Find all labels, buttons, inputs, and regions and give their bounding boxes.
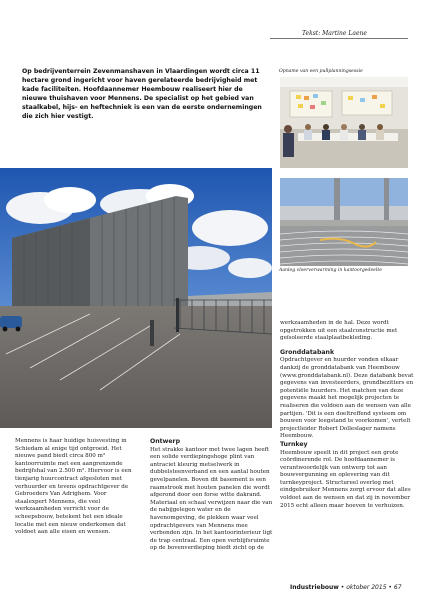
column3-intro: werkzaamheden in de hal. Deze wordt opgetrokken uit een staalconstructie met geïsoleerde staalplaatbekleding. bbox=[280, 320, 398, 342]
body-column-1 bbox=[15, 438, 133, 537]
body-column-3 bbox=[280, 320, 414, 510]
lead-paragraph: Op bedrijventerrein Zevenmanshaven in Vlaardingen wordt circa 11 hectare grond ingericht voor haven gerelateerde bedrijvigheid met kade faciliteiten. Hoofdaannemer Heembouw realiseert hier de nieuwe thuishaven voor Mennens. De specialist op het gebied van staalkabel, hijs- en heftechniek is een van de eerste ondernemingen die zich hier vestigt. bbox=[22, 68, 262, 120]
body-column-2 bbox=[150, 438, 274, 553]
caption-construction-photo: Aanleg vloerverwarming in kantoorgedeelte bbox=[279, 268, 382, 273]
column1-text: Mennens is haar huidige huisvesting in Schiedam al enige tijd ontgroeid. Het nieuwe pand biedt circa 800 m² kantoorruimte met een aangrenzende bedrijfshal van 2.500 m². Hiervoor is een tienjarig huurcontract afgesloten met verhuurder en tevens opdrachtgever de Gebroeders Van Adrighem. Voor staalexpert Mennens, die veel werkzaamheden verricht voor de scheepsbouw, betekent het een ideale locatie met een nieuw onderkomen dat voldoet aan alle eisen en wensen. bbox=[15, 438, 132, 536]
column3-text1: Opdrachtgever en huurder vonden elkaar dankzij de gronddatabank van Heembouw (www.gronddatabank.nl). Deze databank bevat gegevens van investeerders, grondbezitters en potentiële huurders. Het matchen van deze gegevens maakt het mogelijk projecten te realiseren die voldoen aan de wensen van alle partijen. 'Dit is een doeltreffend systeem om bouwen voor leegstand te voorkomen', vertelt projectleider Robert Dolleslager namens Heembouw. bbox=[280, 357, 414, 440]
heading-ontwerp: Ontwerp bbox=[150, 438, 181, 445]
page-footer bbox=[290, 584, 402, 591]
construction-photo bbox=[280, 178, 408, 266]
heading-gronddatabank: Gronddatabank bbox=[280, 348, 335, 356]
warehouse-photo bbox=[0, 168, 272, 428]
floor-heating-illustration bbox=[280, 178, 408, 266]
column3-text2: Heembouw speelt in dit project een grote coördinerende rol. De hoofdaannemer is verantwoordelijk van ontwerp tot aan bouwvergunning en oplevering van dit turnkeyproject. Structureel overleg met eindgebruiker Mennens zorgt ervoor dat alles voldoet aan de wensen en dat zij in november 2015 echt alleen maar hoeven te verhuizen. bbox=[280, 449, 411, 509]
issue-date: • oktober 2015 • bbox=[340, 584, 392, 591]
magazine-name: Industriebouw bbox=[290, 584, 339, 591]
credit-rule bbox=[270, 38, 408, 39]
heading-turnkey: Turnkey bbox=[280, 440, 308, 448]
warehouse-illustration bbox=[0, 168, 272, 428]
page-number: 67 bbox=[393, 584, 402, 591]
caption-meeting-photo: Opname van een pullplanningsessie bbox=[279, 69, 363, 74]
meeting-photo bbox=[280, 77, 408, 168]
meeting-illustration bbox=[280, 77, 408, 168]
column2-text: Het strakke kantoor met twee lagen heeft een solide verdiepingshoge plint van antraciet kleurig metselwerk in dubbelsteenverband en een aantal houten gevelpanelen. Boven dit basement is een raamstrook met houten panelen die wordt afgerond door een forse witte dakrand. Materiaal en schaal verwijzen naar die van de nabijgelegen water en de havenomgeving, de plekken waar veel opdrachtgevers van Mennens mee verbonden zijn. In het kantoorinterieur ligt de trap centraal. Een open verblijfsruimte op de bovenverdieping biedt zicht op de bbox=[150, 446, 273, 552]
author-credit: Tekst: Martine Laene bbox=[302, 30, 367, 37]
